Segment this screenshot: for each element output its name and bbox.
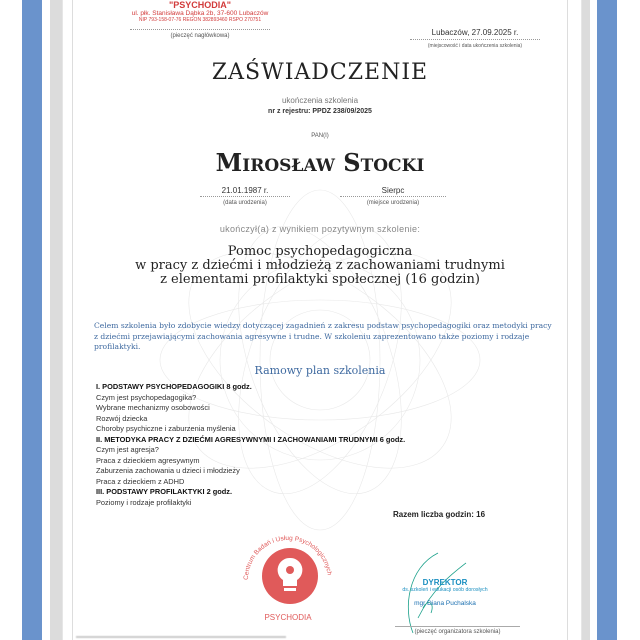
plan-item: Rozwój dziecka [96,413,148,423]
document-title: ZAŚWIADCZENIE [211,60,429,85]
document-subtitle: ukończenia szkolenia [281,96,359,105]
psychodia-seal-stamp [238,530,338,626]
place-date: Lubaczów, 27.09.2025 r. [431,28,519,37]
salutation: PAN(I) [311,133,329,139]
course-description: Celem szkolenia było zdobycie wiedzy dotyczącej zagadnień z zakresu podstaw psychopedagogiki oraz metodyki pracy z dziećmi przejawiającymi zachowania agresywne i trudne. W szkoleniu zaprezentowano także poziomy i rodzaje profilaktyki. [94,321,552,351]
seal-ring-text: Centrum Badań i Usług Psychologicznych [242,534,333,581]
plan-item: Zaburzenia zachowania u dzieci i młodzieży [96,466,240,475]
plan-list [96,382,405,508]
person-name: Mirosław Stocki [215,148,425,177]
footer-note-fragment [76,636,286,638]
org-ids: NIP 793-158-07-76 REGON 382893460 RSPO 270751 [138,17,262,23]
birth-date: 21.01.1987 r. [221,186,269,195]
organizer-stamp-label: (pieczęć organizatora szkolenia) [414,629,501,635]
plan-item: Czym jest psychopedagogika? [96,392,197,402]
seal-bottom-text: PSYCHODIA [264,613,312,622]
plan-heading: Ramowy plan szkolenia [254,364,386,377]
birth-place: Sierpc [381,186,405,195]
plan-item: Czym jest agresja? [96,445,159,454]
total-hours: Razem liczba godzin: 16 [393,510,486,519]
completed-text: ukończył(a) z wynikiem pozytywnym szkolenie: [219,224,421,234]
course-title-line: z elementami profilaktyki społecznej (16 godzin) [160,272,480,287]
org-address: ul. płk. Stanisława Dąbka 2b, 37-600 Lubaczów [131,10,269,17]
course-title-line: Pomoc psychopedagogiczna [227,244,413,259]
registry-number: nr z rejestru: PPDZ 238/09/2025 [268,108,372,115]
stamp-label: (pieczęć nagłówkowa) [170,33,230,39]
birth-place-label: (miejsce urodzenia) [366,200,420,206]
plan-item: Praca z dzieckiem agresywnym [96,455,200,465]
plan-item: Wybrane mechanizmy osobowości [96,403,210,412]
plan-item: Choroby psychiczne i zaburzenia myślenia [96,424,236,433]
place-date-label: (miejscowość i data ukończenia szkolenia) [427,43,523,49]
plan-item: I. PODSTAWY PSYCHOPEDAGOGIKI 8 godz. [96,382,252,391]
plan-item: Praca z dzieckiem z ADHD [96,476,185,486]
plan-item: II. METODYKA PRACY Z DZIEĆMI AGRESYWNYMI I ZACHOWANIAMI TRUDNYMI 6 godz. [96,434,406,444]
signature-dept: ds. szkoleń i edukacji osób dorosłych [402,587,488,593]
plan-item: Poziomy i rodzaje profilaktyki [96,497,192,507]
org-name: "PSYCHODIA" [168,0,232,10]
plan-item: III. PODSTAWY PROFILAKTYKI 2 godz. [96,487,233,496]
signature-role: DYREKTOR [422,578,468,587]
course-title-line: w pracy z dziećmi i młodzieżą z zachowaniami trudnymi [135,258,505,273]
signature-name: mgr Diana Puchalska [414,600,476,607]
birth-date-label: (data urodzenia) [223,200,267,206]
course-title [0,245,640,287]
